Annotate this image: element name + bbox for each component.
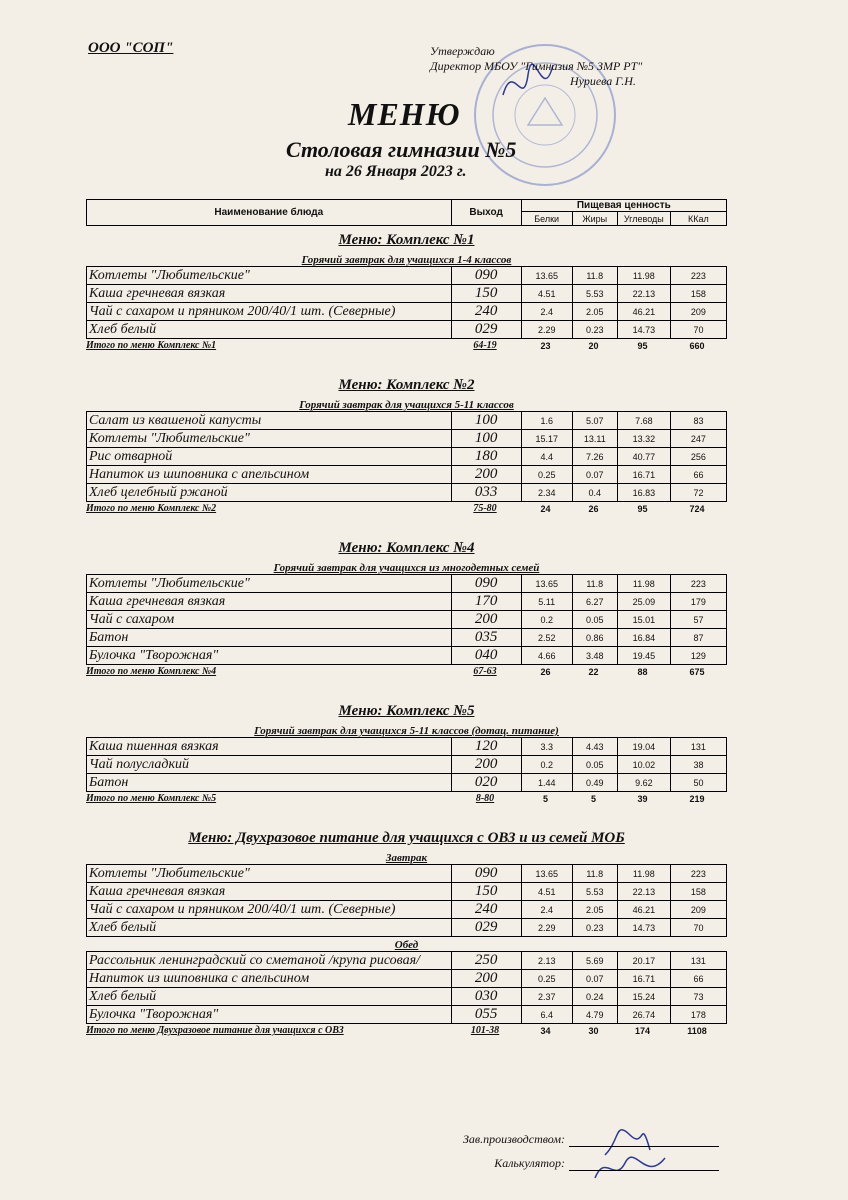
menu-tables — [86, 199, 727, 1038]
dish-kcal: 57 — [670, 611, 726, 629]
dish-output: 035 — [451, 629, 521, 647]
section-gap — [86, 353, 727, 371]
menu-date: на 26 Января 2023 г. — [325, 163, 467, 180]
dish-protein: 2.52 — [521, 629, 572, 647]
dish-fat: 11.8 — [572, 575, 617, 593]
header-fat: Жиры — [572, 212, 617, 226]
dish-kcal: 209 — [670, 901, 726, 919]
table-row — [87, 883, 727, 901]
dish-fat: 0.05 — [572, 611, 617, 629]
dish-fat: 0.4 — [572, 484, 617, 502]
dish-carbs: 14.73 — [617, 321, 670, 339]
signatures — [455, 1132, 719, 1180]
table-row — [87, 952, 727, 970]
dish-protein: 4.4 — [521, 448, 572, 466]
dish-output: 090 — [451, 865, 521, 883]
total-carbs: 88 — [637, 667, 648, 677]
dish-name: Котлеты "Любительские" — [87, 430, 452, 448]
dish-name: Чай полусладкий — [87, 756, 452, 774]
dish-protein: 2.4 — [521, 901, 572, 919]
table-row — [87, 756, 727, 774]
dish-protein: 1.6 — [521, 412, 572, 430]
dish-output: 029 — [451, 321, 521, 339]
dish-kcal: 158 — [670, 883, 726, 901]
dish-output: 200 — [451, 756, 521, 774]
dish-protein: 5.11 — [521, 593, 572, 611]
dish-protein: 15.17 — [521, 430, 572, 448]
section-title: Меню: Комплекс №2 — [338, 377, 475, 393]
table-row — [87, 901, 727, 919]
header-kcal: ККал — [670, 212, 726, 226]
total-kcal: 1108 — [687, 1026, 707, 1036]
section-gap — [86, 516, 727, 534]
dish-protein: 6.4 — [521, 1006, 572, 1024]
section-title: Меню: Комплекс №5 — [338, 703, 475, 719]
dish-name: Рис отварной — [87, 448, 452, 466]
dish-carbs: 22.13 — [617, 883, 670, 901]
total-fat: 5 — [590, 794, 596, 804]
table-row — [87, 321, 727, 339]
dish-protein: 0.25 — [521, 970, 572, 988]
total-fat: 20 — [588, 341, 599, 351]
dish-carbs: 46.21 — [617, 303, 670, 321]
dish-name: Салат из квашеной капусты — [87, 412, 452, 430]
dish-table — [86, 411, 727, 502]
total-carbs: 95 — [637, 341, 648, 351]
dish-kcal: 209 — [670, 303, 726, 321]
dish-carbs: 9.62 — [617, 774, 670, 792]
table-row — [87, 629, 727, 647]
dish-kcal: 158 — [670, 285, 726, 303]
dish-output: 100 — [451, 430, 521, 448]
dish-name: Котлеты "Любительские" — [87, 267, 452, 285]
section-total — [86, 339, 727, 353]
dish-name: Батон — [87, 774, 452, 792]
dish-name: Хлеб белый — [87, 988, 452, 1006]
total-fat: 22 — [588, 667, 599, 677]
dish-output: 090 — [451, 575, 521, 593]
dish-fat: 5.69 — [572, 952, 617, 970]
dish-carbs: 40.77 — [617, 448, 670, 466]
total-protein: 5 — [542, 794, 548, 804]
approval-line-2: Директор МБОУ "Гимназия №5 ЗМР РТ" — [430, 59, 643, 73]
production-sign-line — [569, 1132, 719, 1147]
table-row — [87, 1006, 727, 1024]
section-title: Меню: Комплекс №1 — [338, 232, 475, 248]
dish-output: 200 — [451, 466, 521, 484]
dish-output: 150 — [451, 883, 521, 901]
total-output: 64-19 — [473, 340, 497, 351]
dish-name: Чай с сахаром и пряником 200/40/1 шт. (Северные) — [87, 303, 452, 321]
dish-fat: 11.8 — [572, 865, 617, 883]
dish-fat: 7.26 — [572, 448, 617, 466]
total-output: 101-38 — [470, 1025, 500, 1036]
section-total — [86, 792, 727, 806]
dish-fat: 11.8 — [572, 267, 617, 285]
dish-output: 180 — [451, 448, 521, 466]
dish-protein: 13.65 — [521, 267, 572, 285]
calculator-label: Калькулятор: — [494, 1156, 565, 1170]
dish-name: Булочка "Творожная" — [87, 647, 452, 665]
section-gap — [86, 679, 727, 697]
table-row — [87, 919, 727, 937]
page-subtitle: Столовая гимназии №5 — [286, 137, 517, 162]
dish-output: 033 — [451, 484, 521, 502]
total-protein: 26 — [540, 667, 551, 677]
dish-carbs: 25.09 — [617, 593, 670, 611]
menu-sections — [86, 232, 727, 1038]
table-row — [87, 448, 727, 466]
section-total — [86, 665, 727, 679]
header-output: Выход — [451, 200, 521, 226]
table-row — [87, 267, 727, 285]
dish-output: 150 — [451, 285, 521, 303]
dish-carbs: 15.24 — [617, 988, 670, 1006]
dish-name: Напиток из шиповника с апельсином — [87, 970, 452, 988]
dish-fat: 13.11 — [572, 430, 617, 448]
dish-name: Котлеты "Любительские" — [87, 865, 452, 883]
production-label: Зав.производством: — [462, 1132, 565, 1146]
section-title: Меню: Двухразовое питание для учащихся с ОВЗ и из семей МОБ — [188, 830, 625, 846]
dish-name: Чай с сахаром и пряником 200/40/1 шт. (Северные) — [87, 901, 452, 919]
total-fat: 30 — [588, 1026, 599, 1036]
dish-carbs: 16.71 — [617, 466, 670, 484]
dish-fat: 0.07 — [572, 466, 617, 484]
table-row — [87, 303, 727, 321]
dish-carbs: 16.84 — [617, 629, 670, 647]
dish-carbs: 16.83 — [617, 484, 670, 502]
dish-protein: 2.29 — [521, 919, 572, 937]
dish-kcal: 131 — [670, 738, 726, 756]
dish-protein: 3.3 — [521, 738, 572, 756]
header-nutrition: Пищевая ценность — [521, 200, 726, 212]
dish-fat: 0.07 — [572, 970, 617, 988]
dish-name: Каша гречневая вязкая — [87, 285, 452, 303]
dish-kcal: 70 — [670, 321, 726, 339]
dish-name: Хлеб целебный ржаной — [87, 484, 452, 502]
approval-line-3: Нуриева Г.Н. — [570, 74, 636, 88]
dish-carbs: 7.68 — [617, 412, 670, 430]
dish-name: Батон — [87, 629, 452, 647]
dish-fat: 0.23 — [572, 321, 617, 339]
section-title: Меню: Комплекс №4 — [338, 540, 475, 556]
dish-carbs: 14.73 — [617, 919, 670, 937]
group-title: Завтрак — [385, 852, 428, 864]
header-name: Наименование блюда — [87, 200, 452, 226]
dish-kcal: 66 — [670, 466, 726, 484]
dish-protein: 13.65 — [521, 865, 572, 883]
dish-kcal: 38 — [670, 756, 726, 774]
dish-output: 200 — [451, 611, 521, 629]
dish-carbs: 22.13 — [617, 285, 670, 303]
dish-kcal: 131 — [670, 952, 726, 970]
dish-protein: 2.29 — [521, 321, 572, 339]
dish-fat: 0.05 — [572, 756, 617, 774]
total-output: 67-63 — [473, 666, 497, 677]
dish-output: 055 — [451, 1006, 521, 1024]
dish-kcal: 73 — [670, 988, 726, 1006]
section-total — [86, 1024, 727, 1038]
dish-fat: 2.05 — [572, 901, 617, 919]
total-carbs: 95 — [637, 504, 648, 514]
page-title: МЕНЮ — [348, 96, 461, 132]
dish-kcal: 223 — [670, 575, 726, 593]
dish-table — [86, 266, 727, 339]
dish-name: Хлеб белый — [87, 919, 452, 937]
dish-fat: 0.24 — [572, 988, 617, 1006]
table-row — [87, 285, 727, 303]
header-carbs: Углеводы — [617, 212, 670, 226]
dish-carbs: 19.45 — [617, 647, 670, 665]
dish-name: Рассольник ленинградский со сметаной /крупа рисовая/ — [87, 952, 452, 970]
dish-protein: 0.2 — [521, 611, 572, 629]
table-header — [86, 199, 727, 226]
section-gap — [86, 806, 727, 824]
dish-fat: 4.43 — [572, 738, 617, 756]
total-name: Итого по меню Двухразовое питание для учащихся с ОВЗ — [86, 1025, 344, 1036]
table-row — [87, 430, 727, 448]
total-name: Итого по меню Комплекс №2 — [86, 503, 217, 514]
dish-name: Булочка "Творожная" — [87, 1006, 452, 1024]
dish-output: 020 — [451, 774, 521, 792]
dish-carbs: 20.17 — [617, 952, 670, 970]
table-row — [87, 575, 727, 593]
dish-fat: 5.53 — [572, 883, 617, 901]
header-protein: Белки — [521, 212, 572, 226]
dish-fat: 6.27 — [572, 593, 617, 611]
total-protein: 34 — [540, 1026, 551, 1036]
dish-output: 040 — [451, 647, 521, 665]
dish-fat: 4.79 — [572, 1006, 617, 1024]
section-total — [86, 502, 727, 516]
total-fat: 26 — [588, 504, 599, 514]
dish-kcal: 223 — [670, 267, 726, 285]
dish-name: Чай с сахаром — [87, 611, 452, 629]
dish-carbs: 16.71 — [617, 970, 670, 988]
dish-output: 170 — [451, 593, 521, 611]
table-row — [87, 988, 727, 1006]
group-title: Горячий завтрак для учащихся 1-4 классов — [301, 254, 512, 266]
dish-protein: 2.13 — [521, 952, 572, 970]
dish-protein: 4.51 — [521, 883, 572, 901]
dish-carbs: 10.02 — [617, 756, 670, 774]
dish-fat: 0.23 — [572, 919, 617, 937]
total-kcal: 724 — [689, 504, 705, 514]
calculator-sign-line — [569, 1156, 719, 1171]
dish-carbs: 11.98 — [617, 267, 670, 285]
total-name: Итого по меню Комплекс №1 — [86, 340, 217, 351]
group-title: Горячий завтрак для учащихся из многодетных семей — [273, 562, 540, 574]
dish-table — [86, 737, 727, 792]
dish-kcal: 178 — [670, 1006, 726, 1024]
dish-kcal: 72 — [670, 484, 726, 502]
dish-kcal: 256 — [670, 448, 726, 466]
dish-name: Каша гречневая вязкая — [87, 593, 452, 611]
table-row — [87, 412, 727, 430]
total-kcal: 219 — [689, 794, 705, 804]
dish-carbs: 46.21 — [617, 901, 670, 919]
total-name: Итого по меню Комплекс №5 — [86, 793, 217, 804]
org-name: ООО "СОП" — [88, 40, 174, 56]
group-title: Горячий завтрак для учащихся 5-11 классов (дотац. питание) — [254, 725, 559, 737]
total-carbs: 174 — [634, 1026, 651, 1036]
dish-name: Котлеты "Любительские" — [87, 575, 452, 593]
table-row — [87, 647, 727, 665]
dish-output: 240 — [451, 901, 521, 919]
dish-kcal: 70 — [670, 919, 726, 937]
total-kcal: 660 — [689, 341, 705, 351]
dish-output: 240 — [451, 303, 521, 321]
approval-line-1: Утверждаю — [430, 44, 495, 58]
dish-protein: 0.25 — [521, 466, 572, 484]
dish-output: 250 — [451, 952, 521, 970]
total-protein: 23 — [540, 341, 551, 351]
dish-name: Каша пшенная вязкая — [87, 738, 452, 756]
dish-output: 200 — [451, 970, 521, 988]
dish-kcal: 129 — [670, 647, 726, 665]
dish-fat: 2.05 — [572, 303, 617, 321]
dish-fat: 3.48 — [572, 647, 617, 665]
dish-output: 100 — [451, 412, 521, 430]
dish-protein: 0.2 — [521, 756, 572, 774]
dish-output: 120 — [451, 738, 521, 756]
dish-kcal: 87 — [670, 629, 726, 647]
table-row — [87, 970, 727, 988]
table-row — [87, 865, 727, 883]
total-output: 8-80 — [475, 793, 495, 804]
dish-name: Каша гречневая вязкая — [87, 883, 452, 901]
dish-output: 029 — [451, 919, 521, 937]
table-row — [87, 593, 727, 611]
dish-kcal: 179 — [670, 593, 726, 611]
dish-carbs: 15.01 — [617, 611, 670, 629]
table-row — [87, 484, 727, 502]
total-kcal: 675 — [689, 667, 705, 677]
dish-protein: 4.51 — [521, 285, 572, 303]
dish-kcal: 247 — [670, 430, 726, 448]
table-row — [87, 611, 727, 629]
total-carbs: 39 — [637, 794, 648, 804]
dish-carbs: 11.98 — [617, 865, 670, 883]
total-name: Итого по меню Комплекс №4 — [86, 666, 217, 677]
dish-carbs: 11.98 — [617, 575, 670, 593]
dish-table — [86, 864, 727, 937]
approval-block — [430, 44, 642, 89]
dish-protein: 13.65 — [521, 575, 572, 593]
dish-output: 030 — [451, 988, 521, 1006]
dish-carbs: 13.32 — [617, 430, 670, 448]
dish-kcal: 223 — [670, 865, 726, 883]
group-title: Обед — [394, 939, 419, 951]
dish-protein: 4.66 — [521, 647, 572, 665]
group-title: Горячий завтрак для учащихся 5-11 классов — [299, 399, 514, 411]
dish-protein: 2.4 — [521, 303, 572, 321]
dish-table — [86, 951, 727, 1024]
dish-name: Напиток из шиповника с апельсином — [87, 466, 452, 484]
table-row — [87, 466, 727, 484]
dish-protein: 2.37 — [521, 988, 572, 1006]
dish-fat: 5.07 — [572, 412, 617, 430]
dish-fat: 0.49 — [572, 774, 617, 792]
total-output: 75-80 — [473, 503, 497, 514]
dish-table — [86, 574, 727, 665]
dish-carbs: 26.74 — [617, 1006, 670, 1024]
table-row — [87, 738, 727, 756]
dish-protein: 2.34 — [521, 484, 572, 502]
table-row — [87, 774, 727, 792]
dish-kcal: 66 — [670, 970, 726, 988]
dish-carbs: 19.04 — [617, 738, 670, 756]
dish-output: 090 — [451, 267, 521, 285]
dish-fat: 5.53 — [572, 285, 617, 303]
total-protein: 24 — [540, 504, 551, 514]
dish-protein: 1.44 — [521, 774, 572, 792]
dish-kcal: 83 — [670, 412, 726, 430]
dish-fat: 0.86 — [572, 629, 617, 647]
dish-kcal: 50 — [670, 774, 726, 792]
dish-name: Хлеб белый — [87, 321, 452, 339]
